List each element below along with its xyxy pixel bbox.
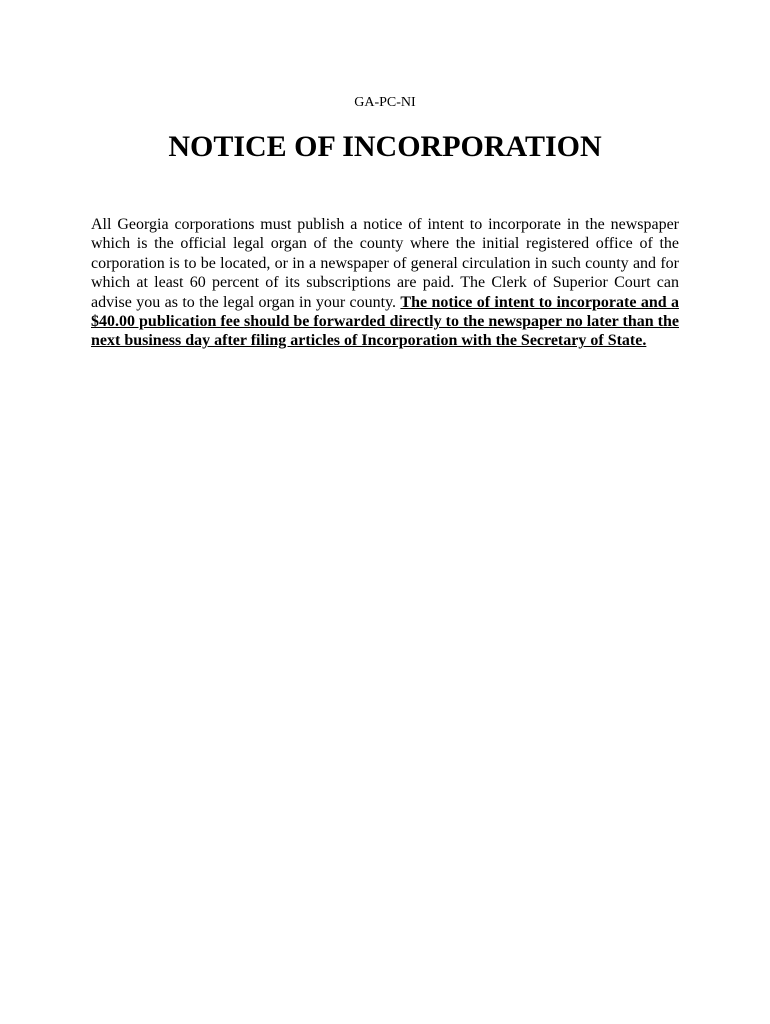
document-code: GA-PC-NI bbox=[354, 95, 416, 110]
page-title: NOTICE OF INCORPORATION bbox=[168, 130, 602, 163]
body-emphasis-text: The notice of intent to incorporate and a $40.00 publication fee should be forwarded directly to the newspaper no later than the next business day after filing articles of Incorporation with the Secretary of State. bbox=[91, 293, 679, 350]
body-text: All Georgia corporations must publish a notice of intent to incorporate in the newspaper which is the official legal organ of the county where the initial registered office of the corporation is to be located, or in a newspaper of general circulation in such county and for which at least 60 percent of its subscriptions are paid. The Clerk of Superior Court can advise you as to the legal organ in your county. bbox=[91, 216, 679, 311]
body-paragraph bbox=[91, 215, 679, 351]
